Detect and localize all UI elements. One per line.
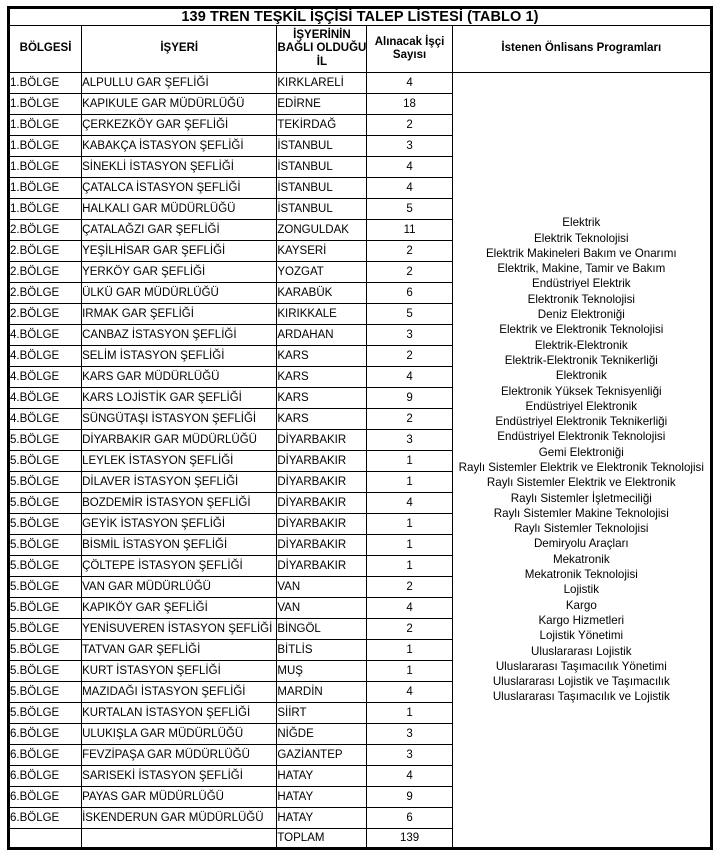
cell-bolge: 1.BÖLGE: [10, 115, 82, 136]
cell-bolge: 6.BÖLGE: [10, 766, 82, 787]
cell-bolge: 4.BÖLGE: [10, 367, 82, 388]
cell-il: İSTANBUL: [277, 178, 367, 199]
cell-bolge: 1.BÖLGE: [10, 136, 82, 157]
program-item: Elektrik Teknolojisi: [534, 231, 629, 245]
program-item: Raylı Sistemler Teknolojisi: [514, 522, 649, 536]
cell-sayi: 4: [367, 367, 452, 388]
program-item: Uluslararası Taşımacılık ve Lojistik: [492, 690, 670, 704]
cell-sayi: 4: [367, 178, 452, 199]
cell-isyeri: FEVZİPAŞA GAR MÜDÜRLÜĞÜ: [82, 745, 277, 766]
cell-bolge: 5.BÖLGE: [10, 556, 82, 577]
cell-sayi: 2: [367, 409, 452, 430]
cell-sayi: 4: [367, 157, 452, 178]
cell-bolge: 6.BÖLGE: [10, 787, 82, 808]
cell-bolge: 6.BÖLGE: [10, 808, 82, 829]
cell-bolge: 5.BÖLGE: [10, 493, 82, 514]
table-header-row: [10, 26, 711, 73]
cell-sayi: 1: [367, 451, 452, 472]
cell-sayi: 4: [367, 493, 452, 514]
cell-il: BİTLİS: [277, 640, 367, 661]
program-item: Elektronik: [555, 369, 607, 383]
program-item: Deniz Elektroniği: [537, 308, 625, 322]
program-item: Gemi Elektroniği: [538, 445, 624, 459]
cell-isyeri: KARS GAR MÜDÜRLÜĞÜ: [82, 367, 277, 388]
program-item: Kargo: [565, 598, 597, 612]
cell-il: DİYARBAKIR: [277, 556, 367, 577]
cell-sayi: 18: [367, 94, 452, 115]
program-item: Raylı Sistemler Elektrik ve Elektronik Teknolojisi: [458, 461, 704, 474]
cell-bolge: 4.BÖLGE: [10, 325, 82, 346]
cell-il: VAN: [277, 598, 367, 619]
cell-isyeri: MAZIDAĞI İSTASYON ŞEFLİĞİ: [82, 682, 277, 703]
cell-il: DİYARBAKIR: [277, 514, 367, 535]
cell-isyeri: ALPULLU GAR ŞEFLİĞİ: [82, 73, 277, 94]
cell-sayi: 3: [367, 430, 452, 451]
cell-isyeri: ULUKIŞLA GAR MÜDÜRLÜĞÜ: [82, 724, 277, 745]
cell-bolge: 1.BÖLGE: [10, 199, 82, 220]
cell-bolge: 5.BÖLGE: [10, 682, 82, 703]
program-item: Elektrik ve Elektronik Teknolojisi: [499, 323, 664, 337]
cell-bolge: 1.BÖLGE: [10, 178, 82, 199]
cell-isyeri: LEYLEK İSTASYON ŞEFLİĞİ: [82, 451, 277, 472]
program-item: Raylı Sistemler Makine Teknolojisi: [493, 506, 669, 520]
program-item: Mekatronik Teknolojisi: [524, 568, 638, 582]
cell-isyeri: KURT İSTASYON ŞEFLİĞİ: [82, 661, 277, 682]
cell-isyeri: DİYARBAKIR GAR MÜDÜRLÜĞÜ: [82, 430, 277, 451]
cell-bolge: 5.BÖLGE: [10, 703, 82, 724]
cell-programlar-list: [452, 73, 710, 848]
program-item: Endüstriyel Elektronik: [525, 399, 638, 413]
cell-sayi: 2: [367, 577, 452, 598]
cell-bolge: 4.BÖLGE: [10, 409, 82, 430]
cell-sayi: 1: [367, 703, 452, 724]
total-label: TOPLAM: [277, 829, 367, 848]
cell-bolge: 1.BÖLGE: [10, 157, 82, 178]
cell-sayi: 2: [367, 115, 452, 136]
cell-isyeri: IRMAK GAR ŞEFLİĞİ: [82, 304, 277, 325]
cell-il: GAZİANTEP: [277, 745, 367, 766]
cell-bolge: 2.BÖLGE: [10, 241, 82, 262]
document-page: [7, 6, 713, 850]
cell-isyeri: CANBAZ İSTASYON ŞEFLİĞİ: [82, 325, 277, 346]
cell-sayi: 2: [367, 241, 452, 262]
cell-bolge: 5.BÖLGE: [10, 619, 82, 640]
worker-demand-table: [9, 8, 711, 848]
program-item: Elektronik Teknolojisi: [527, 292, 635, 306]
program-item: Kargo Hizmetleri: [538, 613, 625, 627]
program-item: Elektronik Yüksek Teknisyenliği: [500, 384, 662, 398]
cell-sayi: 9: [367, 787, 452, 808]
column-header-isyeri: İŞYERİ: [82, 26, 277, 73]
program-item: Endüstriyel Elektronik Teknikerliği: [495, 415, 668, 429]
cell-isyeri: YENİSUVEREN İSTASYON ŞEFLİĞİ: [82, 619, 277, 640]
program-item: Elektrik Makineleri Bakım ve Onarımı: [485, 246, 677, 260]
cell-il: DİYARBAKIR: [277, 472, 367, 493]
cell-sayi: 3: [367, 745, 452, 766]
program-item: Uluslararası Lojistik ve Taşımacılık: [492, 675, 670, 689]
program-item: Lojistik Yönetimi: [539, 629, 624, 643]
column-header-programlar: İstenen Önlisans Programları: [452, 26, 710, 73]
cell-isyeri: ÇERKEZKÖY GAR ŞEFLİĞİ: [82, 115, 277, 136]
program-item: Mekatronik: [552, 552, 610, 566]
cell-isyeri: SELİM İSTASYON ŞEFLİĞİ: [82, 346, 277, 367]
cell-sayi: 3: [367, 136, 452, 157]
cell-il: ARDAHAN: [277, 325, 367, 346]
program-item: Endüstriyel Elektrik: [532, 277, 631, 291]
cell-bolge: 5.BÖLGE: [10, 472, 82, 493]
cell-sayi: 1: [367, 514, 452, 535]
cell-il: KARS: [277, 409, 367, 430]
cell-bolge: 5.BÖLGE: [10, 451, 82, 472]
cell-bolge: 1.BÖLGE: [10, 94, 82, 115]
program-item: Lojistik: [563, 583, 600, 597]
cell-isyeri: GEYİK İSTASYON ŞEFLİĞİ: [82, 514, 277, 535]
program-item: Raylı Sistemler İşletmeciliği: [510, 491, 652, 505]
cell-bolge: 5.BÖLGE: [10, 640, 82, 661]
cell-sayi: 11: [367, 220, 452, 241]
cell-sayi: 4: [367, 766, 452, 787]
cell-sayi: 4: [367, 73, 452, 94]
cell-isyeri: KAPIKÖY GAR ŞEFLİĞİ: [82, 598, 277, 619]
cell-isyeri: DİLAVER İSTASYON ŞEFLİĞİ: [82, 472, 277, 493]
table-row: [10, 73, 711, 94]
cell-sayi: 1: [367, 640, 452, 661]
cell-sayi: 3: [367, 724, 452, 745]
cell-sayi: 2: [367, 262, 452, 283]
cell-il: İSTANBUL: [277, 157, 367, 178]
total-value: 139: [367, 829, 452, 848]
cell-il: KARS: [277, 346, 367, 367]
cell-isyeri: PAYAS GAR MÜDÜRLÜĞÜ: [82, 787, 277, 808]
cell-il: TEKİRDAĞ: [277, 115, 367, 136]
total-blank-isyeri: [82, 829, 277, 848]
cell-isyeri: HALKALI GAR MÜDÜRLÜĞÜ: [82, 199, 277, 220]
cell-il: NİĞDE: [277, 724, 367, 745]
cell-il: EDİRNE: [277, 94, 367, 115]
cell-isyeri: TATVAN GAR ŞEFLİĞİ: [82, 640, 277, 661]
cell-sayi: 1: [367, 472, 452, 493]
cell-sayi: 2: [367, 346, 452, 367]
total-blank-bolge: [10, 829, 82, 848]
program-item: Elektrik, Makine, Tamir ve Bakım: [497, 262, 666, 276]
cell-sayi: 4: [367, 598, 452, 619]
cell-sayi: 1: [367, 535, 452, 556]
cell-isyeri: İSKENDERUN GAR MÜDÜRLÜĞÜ: [82, 808, 277, 829]
cell-isyeri: YEŞİLHİSAR GAR ŞEFLİĞİ: [82, 241, 277, 262]
program-item: Endüstriyel Elektronik Teknolojisi: [497, 430, 666, 444]
cell-bolge: 2.BÖLGE: [10, 283, 82, 304]
cell-il: KIRIKKALE: [277, 304, 367, 325]
cell-isyeri: YERKÖY GAR ŞEFLİĞİ: [82, 262, 277, 283]
cell-sayi: 1: [367, 556, 452, 577]
cell-sayi: 4: [367, 682, 452, 703]
cell-isyeri: ÇÖLTEPE İSTASYON ŞEFLİĞİ: [82, 556, 277, 577]
cell-il: YOZGAT: [277, 262, 367, 283]
program-item: Elektrik-Elektronik: [534, 338, 628, 352]
cell-il: İSTANBUL: [277, 199, 367, 220]
cell-sayi: 6: [367, 808, 452, 829]
cell-il: KAYSERİ: [277, 241, 367, 262]
cell-isyeri: VAN GAR MÜDÜRLÜĞÜ: [82, 577, 277, 598]
cell-isyeri: KURTALAN İSTASYON ŞEFLİĞİ: [82, 703, 277, 724]
cell-il: KIRKLARELİ: [277, 73, 367, 94]
cell-isyeri: KABAKÇA İSTASYON ŞEFLİĞİ: [82, 136, 277, 157]
cell-bolge: 5.BÖLGE: [10, 577, 82, 598]
cell-isyeri: BOZDEMİR İSTASYON ŞEFLİĞİ: [82, 493, 277, 514]
cell-bolge: 5.BÖLGE: [10, 598, 82, 619]
cell-sayi: 5: [367, 304, 452, 325]
cell-il: DİYARBAKIR: [277, 430, 367, 451]
cell-sayi: 9: [367, 388, 452, 409]
cell-bolge: 1.BÖLGE: [10, 73, 82, 94]
table-title-row: [10, 9, 711, 26]
cell-il: ZONGULDAK: [277, 220, 367, 241]
cell-sayi: 2: [367, 619, 452, 640]
cell-il: MARDİN: [277, 682, 367, 703]
cell-bolge: 5.BÖLGE: [10, 514, 82, 535]
cell-sayi: 1: [367, 661, 452, 682]
cell-isyeri: BİSMİL İSTASYON ŞEFLİĞİ: [82, 535, 277, 556]
cell-il: İSTANBUL: [277, 136, 367, 157]
cell-bolge: 5.BÖLGE: [10, 661, 82, 682]
cell-il: KARS: [277, 367, 367, 388]
cell-bolge: 2.BÖLGE: [10, 304, 82, 325]
column-header-bolge: BÖLGESİ: [10, 26, 82, 73]
program-item: Demiryolu Araçları: [533, 537, 629, 551]
program-item: Uluslararası Taşımacılık Yönetimi: [495, 659, 667, 673]
cell-isyeri: SİNEKLİ İSTASYON ŞEFLİĞİ: [82, 157, 277, 178]
cell-il: HATAY: [277, 766, 367, 787]
program-item: Elektrik: [562, 216, 601, 230]
cell-isyeri: ÇATALCA İSTASYON ŞEFLİĞİ: [82, 178, 277, 199]
cell-bolge: 2.BÖLGE: [10, 220, 82, 241]
cell-sayi: 3: [367, 325, 452, 346]
cell-bolge: 4.BÖLGE: [10, 346, 82, 367]
cell-bolge: 2.BÖLGE: [10, 262, 82, 283]
cell-bolge: 5.BÖLGE: [10, 430, 82, 451]
column-header-sayi: Alınacak İşçi Sayısı: [367, 26, 452, 73]
program-item: Raylı Sistemler Elektrik ve Elektronik: [486, 476, 676, 490]
cell-il: HATAY: [277, 808, 367, 829]
cell-bolge: 4.BÖLGE: [10, 388, 82, 409]
cell-il: HATAY: [277, 787, 367, 808]
column-header-il: İŞYERİNİN BAĞLI OLDUĞU İL: [277, 26, 367, 73]
cell-il: KARABÜK: [277, 283, 367, 304]
cell-il: SİİRT: [277, 703, 367, 724]
cell-il: MUŞ: [277, 661, 367, 682]
cell-il: DİYARBAKIR: [277, 535, 367, 556]
page-title: 139 TREN TEŞKİL İŞÇİSİ TALEP LİSTESİ (TABLO 1): [10, 9, 711, 26]
cell-il: DİYARBAKIR: [277, 451, 367, 472]
cell-sayi: 6: [367, 283, 452, 304]
cell-isyeri: ÇATALAĞZI GAR ŞEFLİĞİ: [82, 220, 277, 241]
cell-bolge: 5.BÖLGE: [10, 535, 82, 556]
cell-bolge: 6.BÖLGE: [10, 745, 82, 766]
cell-il: KARS: [277, 388, 367, 409]
cell-il: BİNGÖL: [277, 619, 367, 640]
cell-il: DİYARBAKIR: [277, 493, 367, 514]
cell-sayi: 5: [367, 199, 452, 220]
cell-bolge: 6.BÖLGE: [10, 724, 82, 745]
cell-isyeri: KAPIKULE GAR MÜDÜRLÜĞÜ: [82, 94, 277, 115]
cell-il: VAN: [277, 577, 367, 598]
cell-isyeri: SARISEKİ İSTASYON ŞEFLİĞİ: [82, 766, 277, 787]
cell-isyeri: KARS LOJİSTİK GAR ŞEFLİĞİ: [82, 388, 277, 409]
cell-isyeri: SÜNGÜTAŞI İSTASYON ŞEFLİĞİ: [82, 409, 277, 430]
program-item: Uluslararası Lojistik: [531, 644, 632, 658]
cell-isyeri: ÜLKÜ GAR MÜDÜRLÜĞÜ: [82, 283, 277, 304]
program-item: Elektrik-Elektronik Teknikerliği: [504, 353, 658, 367]
